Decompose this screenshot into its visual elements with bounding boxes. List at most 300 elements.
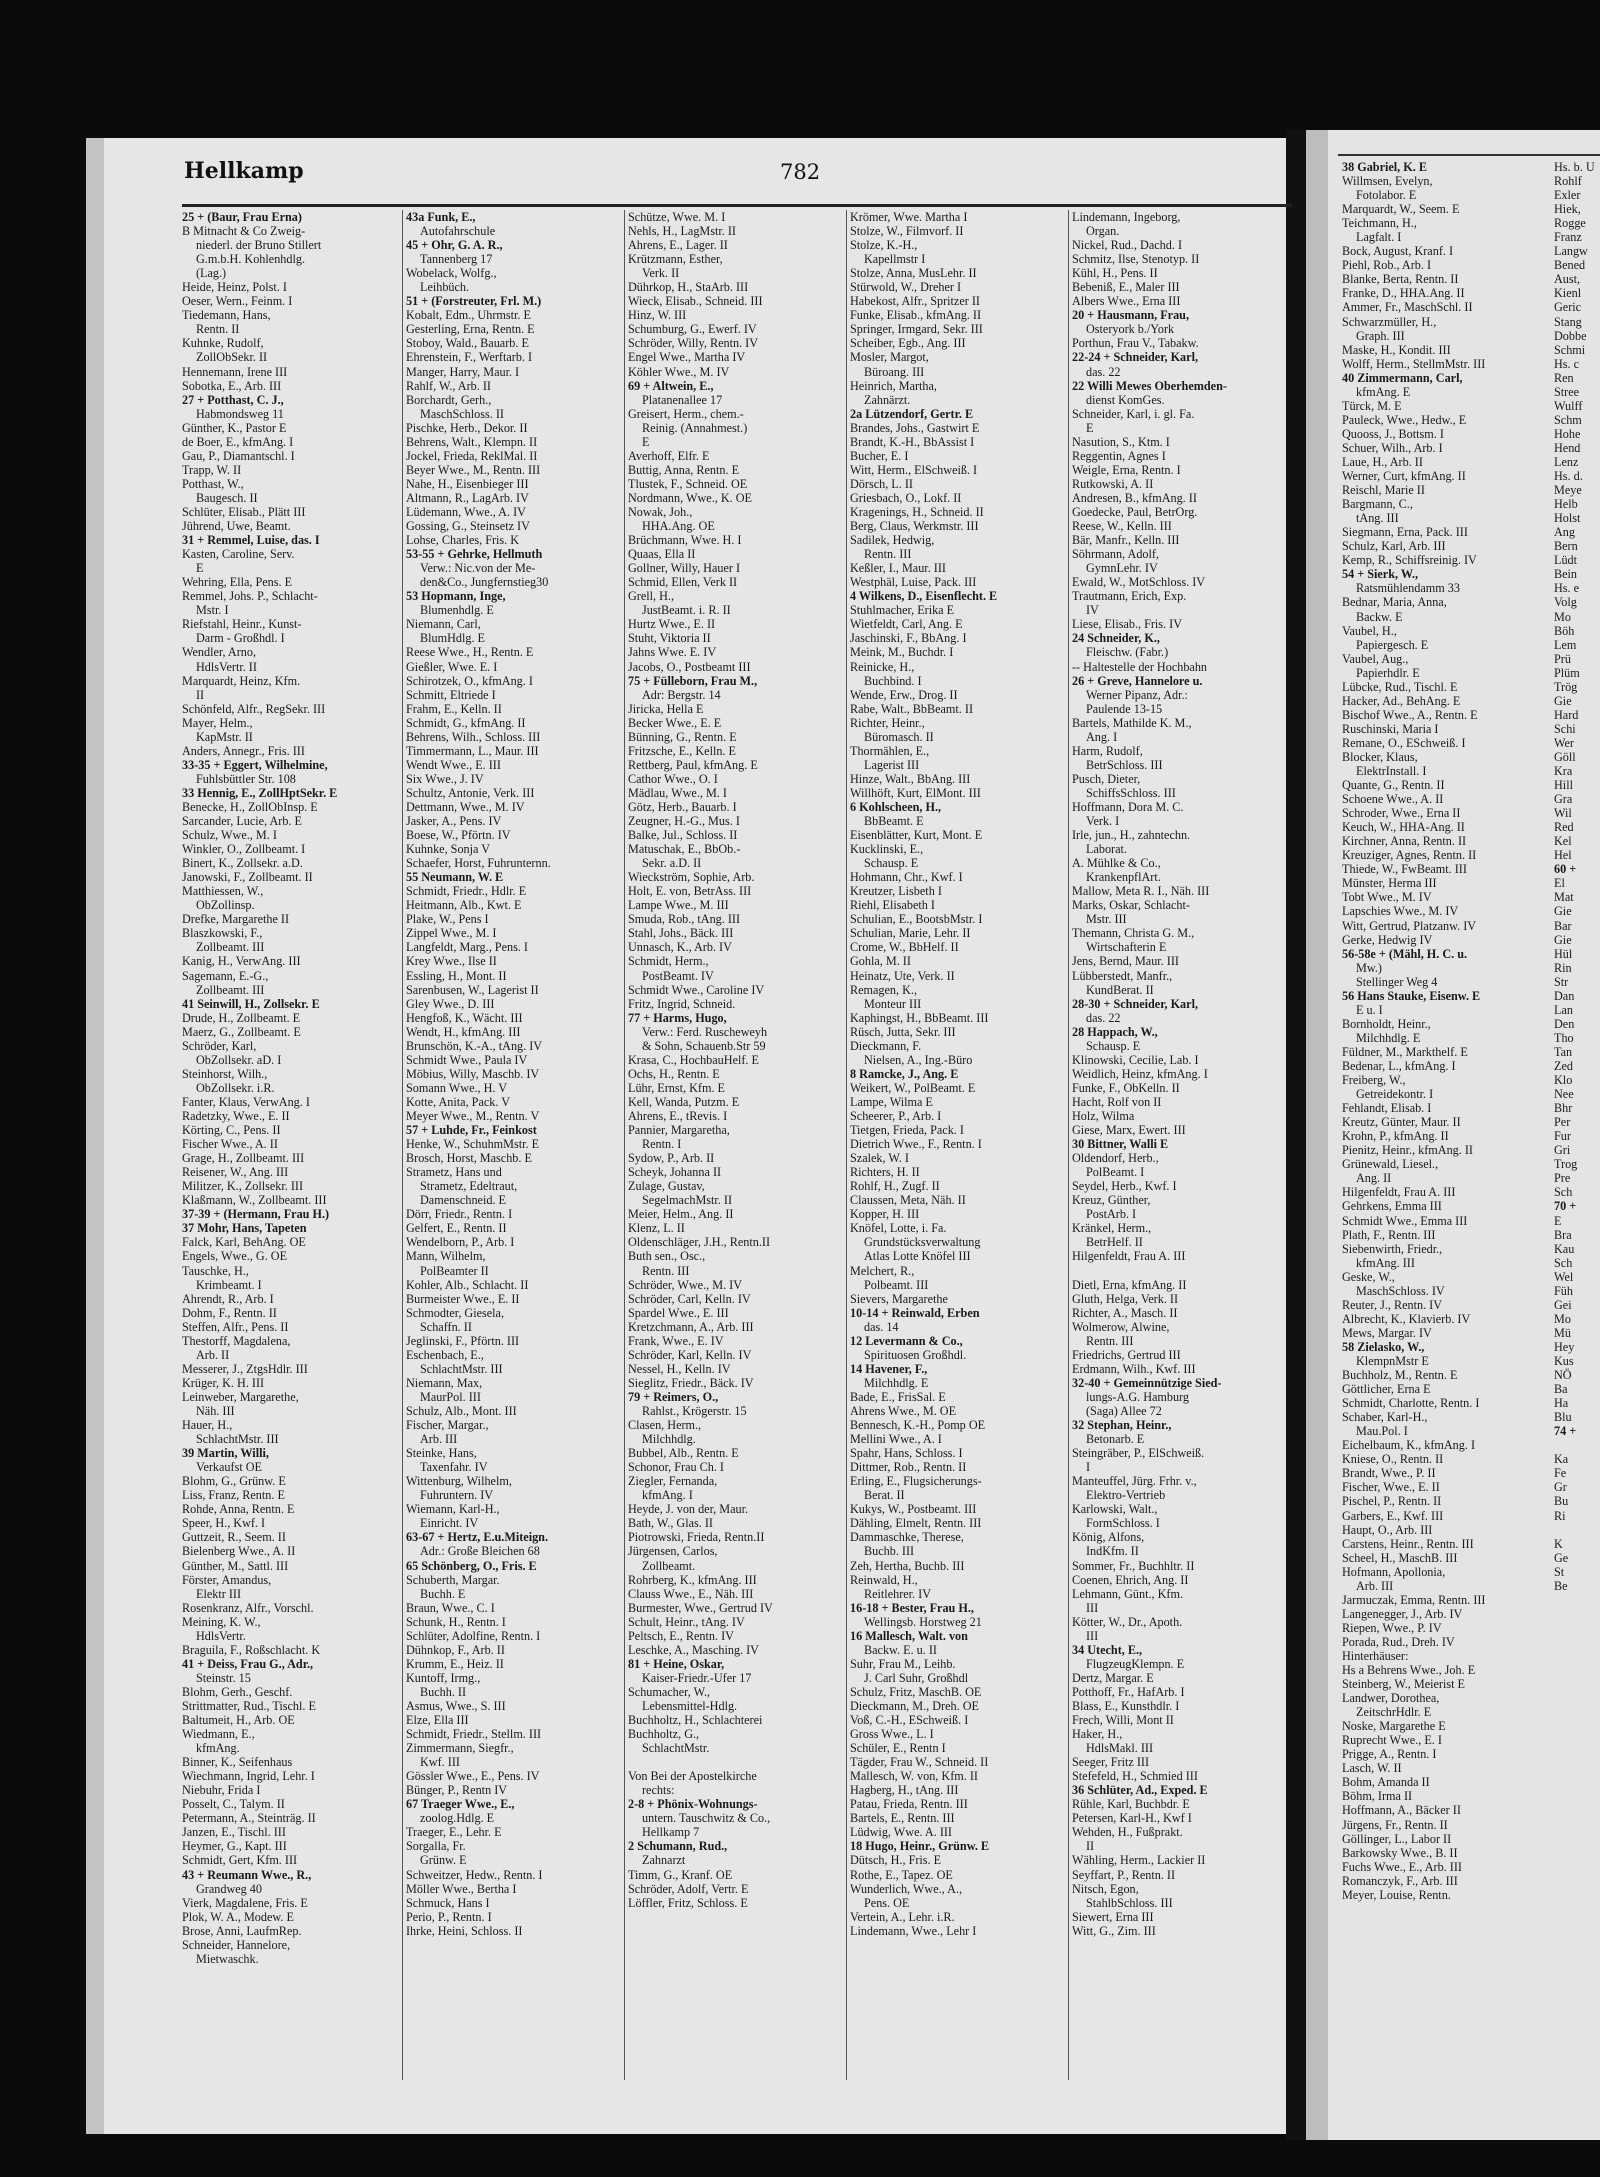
directory-entry: Fischer, Wwe., E. II — [1342, 1480, 1440, 1495]
directory-entry: Tlustek, F., Schneid. OE — [628, 476, 748, 491]
directory-entry: 32-40 + Gemeinnützige Sied- — [1072, 1375, 1222, 1390]
directory-entry: Ziegler, Fernanda, — [628, 1474, 718, 1489]
directory-entry: Mellini Wwe., A. I — [850, 1432, 942, 1447]
directory-entry: Paulende 13-15 — [1086, 701, 1163, 716]
directory-entry: Kanig, H., VerwAng. III — [182, 954, 301, 969]
directory-entry: Schaefer, Horst, Fuhrunternn. — [406, 856, 551, 871]
directory-entry: Bartels, E., Rentn. III — [850, 1811, 955, 1826]
directory-entry: Kaiser-Friedr.-Ufer 17 — [642, 1670, 752, 1685]
directory-entry: Schoene Wwe., A. II — [1342, 792, 1444, 807]
directory-entry: Schmidt Wwe., Caroline IV — [628, 982, 765, 997]
directory-entry: Heide, Heinz, Polst. I — [182, 280, 287, 295]
directory-entry: Krüger, K. H. III — [182, 1375, 265, 1390]
directory-entry: Beyer Wwe., M., Rentn. III — [406, 462, 541, 477]
directory-entry: Liese, Elisab., Fris. IV — [1072, 617, 1183, 632]
directory-entry: Blohm, G., Grünw. E — [182, 1474, 286, 1489]
directory-entry: kfmAng. III — [1356, 1255, 1415, 1270]
directory-entry: PostArb. I — [1086, 1207, 1137, 1222]
directory-entry: Riehl, Elisabeth I — [850, 898, 935, 913]
directory-entry: Wähling, Herm., Lackier II — [1072, 1853, 1206, 1868]
directory-entry: Schaber, Karl-H., — [1342, 1410, 1428, 1425]
directory-entry: Potthoff, Fr., HafArb. I — [1072, 1684, 1185, 1699]
directory-entry: Fritz, Ingrid, Schneid. — [628, 996, 736, 1011]
directory-entry: 67 Traeger Wwe., E., — [406, 1797, 515, 1812]
directory-entry: Ratsmühlendamm 33 — [1356, 581, 1460, 596]
directory-entry: Stree — [1554, 384, 1580, 399]
directory-entry: Richter, Heinr., — [850, 715, 925, 730]
directory-entry: Burmeister Wwe., E. II — [406, 1291, 520, 1306]
directory-entry: Balke, Jul., Schloss. II — [628, 828, 738, 843]
directory-entry: Mosler, Margot, — [850, 350, 929, 365]
directory-entry: Kreutz, Günter, Maur. II — [1342, 1115, 1461, 1130]
directory-entry: Seydel, Herb., Kwf. I — [1072, 1179, 1177, 1194]
directory-entry: Rahlf, W., Arb. II — [406, 378, 491, 393]
directory-entry: Brüchmann, Wwe. H. I — [628, 533, 742, 548]
directory-entry: Porthun, Frau V., Tabakw. — [1072, 336, 1199, 351]
directory-entry: Habekost, Alfr., Spritzer II — [850, 294, 980, 309]
directory-entry: Pusch, Dieter, — [1072, 771, 1141, 786]
directory-entry: tAng. III — [1356, 511, 1399, 526]
column-divider — [1068, 210, 1069, 2080]
directory-entry: Landwer, Dorothea, — [1342, 1691, 1440, 1706]
directory-entry: Stuhlmacher, Erika E — [850, 603, 955, 618]
directory-entry: Habmondsweg 11 — [196, 406, 284, 421]
directory-entry: 12 Levermann & Co., — [850, 1333, 963, 1348]
directory-entry: Tobt Wwe., M. IV — [1342, 890, 1432, 905]
directory-entry: Hard — [1554, 707, 1579, 722]
directory-entry: Scheiber, Egb., Ang. III — [850, 336, 966, 351]
directory-entry: Janowski, F., Zollbeamt. II — [182, 870, 313, 885]
directory-entry: Günther, K., Pastor E — [182, 420, 287, 435]
directory-entry: Wellingsb. Horstweg 21 — [864, 1614, 982, 1629]
directory-entry: Marks, Oskar, Schlacht- — [1072, 898, 1190, 913]
directory-entry: 70 + — [1554, 1199, 1577, 1214]
directory-entry: Funke, F., ObKelln. II — [1072, 1080, 1180, 1095]
directory-entry: Leinweber, Margarethe, — [182, 1389, 299, 1404]
directory-entry: Osteryork b./York — [1086, 322, 1175, 337]
directory-entry: Gei — [1554, 1297, 1572, 1312]
directory-entry: J. Carl Suhr, Großhdl — [864, 1670, 969, 1685]
directory-entry: Stolze, K.-H., — [850, 238, 918, 253]
directory-entry: Löffler, Fritz, Schloss. E — [628, 1895, 748, 1910]
directory-entry: Rutkowski, A. II — [1072, 476, 1154, 491]
directory-entry: Rohde, Anna, Rentn. E — [182, 1502, 295, 1517]
directory-entry: Lehmann, Günt., Kfm. — [1072, 1586, 1184, 1601]
directory-entry: Frank, Wwe., E. IV — [628, 1333, 724, 1348]
directory-entry: Ruschinski, Maria I — [1342, 721, 1439, 736]
directory-entry: Fuhruntern. IV — [420, 1488, 494, 1503]
directory-entry: Dan — [1554, 988, 1575, 1003]
directory-entry: Behrens, Walt., Klempn. II — [406, 434, 538, 449]
directory-entry: Scheyk, Johanna II — [628, 1165, 722, 1180]
directory-entry: Fanter, Klaus, VerwAng. I — [182, 1094, 310, 1109]
directory-entry: Rentn. I — [642, 1137, 682, 1152]
directory-entry: Milchhdlg. E — [1356, 1030, 1421, 1045]
directory-entry: Platanenallee 17 — [642, 392, 723, 407]
directory-entry: Kränkel, Herm., — [1072, 1221, 1152, 1236]
directory-entry: Springer, Irmgard, Sekr. III — [850, 322, 983, 337]
directory-entry: kfmAng. E — [1356, 384, 1411, 399]
directory-entry: Niemann, Max, — [406, 1375, 483, 1390]
directory-entry: Binert, K., Zollsekr. a.D. — [182, 856, 303, 871]
directory-entry: Marquardt, W., Seem. E — [1342, 202, 1460, 217]
directory-entry: Grundstücksverwaltung — [864, 1235, 981, 1250]
directory-entry: Sch — [1554, 1255, 1573, 1270]
directory-entry: Speer, H., Kwf. I — [182, 1516, 266, 1531]
directory-entry: Braun, Wwe., C. I — [406, 1600, 495, 1615]
directory-entry: 53-55 + Gehrke, Hellmuth — [406, 547, 543, 562]
directory-entry: 31 + Remmel, Luise, das. I — [182, 533, 320, 548]
directory-entry: Ammer, Fr., MaschSchl. II — [1342, 300, 1473, 315]
directory-entry: Quooss, J., Bottsm. I — [1342, 426, 1444, 441]
directory-entry: Lübberstedt, Manfr., — [1072, 968, 1173, 983]
directory-entry: Witt, Gertrud, Platzanw. IV — [1342, 918, 1477, 933]
directory-entry: Bargmann, C., — [1342, 497, 1413, 512]
directory-entry: Plake, W., Pens I — [406, 912, 489, 927]
directory-entry: Franz — [1554, 230, 1582, 245]
directory-entry: Hohe — [1554, 426, 1581, 441]
directory-entry: Kel — [1554, 834, 1572, 849]
directory-entry: II — [196, 687, 205, 702]
directory-entry: Schmidt Wwe., Paula IV — [406, 1052, 528, 1067]
directory-entry: Hend — [1554, 440, 1581, 455]
directory-entry: Zulage, Gustav, — [628, 1179, 705, 1194]
directory-entry: 53 Hopmann, Inge, — [406, 589, 506, 604]
directory-entry: Mo — [1554, 1311, 1571, 1326]
directory-entry: Schultz, Antonie, Verk. III — [406, 785, 535, 800]
directory-entry: Ang. I — [1086, 729, 1118, 744]
directory-entry: dienst KomGes. — [1086, 392, 1165, 407]
directory-entry: untern. Tauschwitz & Co., — [642, 1811, 771, 1826]
directory-entry: Wendelborn, P., Arb. I — [406, 1235, 515, 1250]
directory-entry: Dertz, Margar. E — [1072, 1670, 1154, 1685]
directory-entry: Pre — [1554, 1171, 1571, 1186]
directory-entry: Gelfert, E., Rentn. II — [406, 1221, 507, 1236]
directory-entry: Schmidt, Herm., — [628, 954, 709, 969]
directory-entry: Söhrmann, Adolf, — [1072, 547, 1160, 562]
directory-entry: Schönfeld, Alfr., RegSekr. III — [182, 701, 326, 716]
directory-entry: Wehring, Ella, Pens. E — [182, 575, 293, 590]
directory-entry: Verk. II — [642, 266, 680, 281]
directory-entry: Carstens, Heinr., Rentn. III — [1342, 1536, 1474, 1551]
directory-entry: Mau.Pol. I — [1356, 1424, 1408, 1439]
directory-entry: Erling, E., Flugsicherungs- — [850, 1474, 982, 1489]
directory-entry: & Sohn, Schauenb.Str 59 — [642, 1038, 766, 1053]
directory-entry: Schuer, Wilh., Arb. I — [1342, 440, 1443, 455]
directory-entry: Fischer Wwe., A. II — [182, 1137, 278, 1152]
directory-entry: Kukys, W., Postbeamt. III — [850, 1502, 977, 1517]
directory-entry: Mat — [1554, 890, 1574, 905]
directory-entry: Buchbind. I — [864, 673, 922, 688]
directory-entry: Kobalt, Edm., Uhrmstr. E — [406, 308, 531, 323]
directory-entry: Plath, F., Rentn. III — [1342, 1227, 1436, 1242]
directory-entry: Bu — [1554, 1494, 1569, 1509]
directory-entry: Siebenwirth, Friedr., — [1342, 1241, 1443, 1256]
directory-entry: Matuschak, E., BbOb.- — [628, 842, 741, 857]
directory-entry: Schmodter, Giesela, — [406, 1305, 504, 1320]
directory-entry: Damenschneid. E — [420, 1193, 506, 1208]
directory-entry: Werner Pipanz, Adr.: — [1086, 687, 1188, 702]
directory-entry: Riepen, Wwe., P. IV — [1342, 1620, 1442, 1635]
directory-entry: Heitmann, Alb., Kwt. E — [406, 898, 522, 913]
directory-entry: Baltumeit, H., Arb. OE — [182, 1713, 295, 1728]
directory-entry: Maerz, G., Zollbeamt. E — [182, 1024, 301, 1039]
directory-entry: Fehlandt, Elisab. I — [1342, 1101, 1432, 1116]
directory-entry: Aust, — [1554, 272, 1581, 287]
directory-entry: Zahnärzt. — [864, 392, 911, 407]
directory-entry: Trautmann, Erich, Exp. — [1072, 589, 1187, 604]
directory-entry: Bennesch, K.-H., Pomp OE — [850, 1418, 986, 1433]
directory-entry: 6 Kohlscheen, H., — [850, 799, 942, 814]
directory-entry: Meyer Wwe., M., Rentn. V — [406, 1109, 540, 1123]
directory-entry: Sekr. a.D. II — [642, 856, 702, 871]
directory-entry: 33-35 + Eggert, Wilhelmine, — [182, 757, 328, 772]
directory-entry: Lühr, Ernst, Kfm. E — [628, 1080, 725, 1095]
directory-entry: MaurPol. III — [420, 1389, 481, 1404]
directory-entry: Gesterling, Erna, Rentn. E — [406, 322, 535, 337]
directory-entry: Meyer, Louise, Rentn. — [1342, 1887, 1451, 1902]
directory-entry: Füh — [1554, 1283, 1573, 1298]
directory-entry: Dettmann, Wwe., M. IV — [406, 799, 525, 814]
directory-entry: Hengfoß, K., Wächt. III — [406, 1010, 523, 1025]
directory-entry: Buchholz, M., Rentn. E — [1342, 1368, 1458, 1383]
directory-entry: Sydow, P., Arb. II — [628, 1151, 715, 1166]
directory-entry: Brandes, Johs., Gastwirt E — [850, 420, 980, 435]
directory-entry: Geric — [1554, 300, 1582, 315]
header-rule — [182, 204, 1292, 207]
directory-entry: Reinwald, H., — [850, 1572, 918, 1587]
directory-entry: Jacobs, O., Postbeamt III — [628, 659, 751, 674]
directory-entry: Stahl, Johs., Bäck. III — [628, 926, 734, 941]
directory-entry: Schm — [1554, 412, 1582, 427]
directory-entry: Werner, Curt, kfmAng. II — [1342, 469, 1466, 484]
directory-entry: Göllinger, L., Labor II — [1342, 1831, 1452, 1846]
directory-entry: Spardel Wwe., E. III — [628, 1305, 729, 1320]
directory-entry: IndKfm. II — [1086, 1544, 1139, 1559]
directory-entry: Leschke, A., Masching. IV — [628, 1642, 759, 1657]
directory-entry: Irle, jun., H., zahntechn. — [1072, 828, 1191, 843]
directory-entry: Averhoff, Elfr. E — [628, 448, 710, 463]
directory-entry: Witt, Herm., ElSchweiß. I — [850, 462, 978, 477]
directory-entry: Bedenar, L., kfmAng. I — [1342, 1059, 1456, 1073]
directory-entry: Sobotka, E., Arb. III — [182, 378, 282, 393]
directory-entry — [1554, 1523, 1600, 1537]
directory-entry: Verw.: Nic.von der Me- — [420, 561, 536, 576]
directory-entry: 2-8 + Phönix-Wohnungs- — [628, 1797, 758, 1812]
directory-entry: Prü — [1554, 651, 1571, 666]
directory-entry: Strametz, Edeltraut, — [420, 1179, 518, 1194]
directory-entry: Ri — [1554, 1508, 1566, 1523]
directory-entry: Braguila, F., Roßschlacht. K — [182, 1642, 321, 1657]
directory-entry: Lenz — [1554, 454, 1579, 469]
directory-entry: Meye — [1554, 483, 1582, 498]
directory-entry: Hinz, W. III — [628, 308, 687, 323]
directory-entry: Eichelbaum, K., kfmAng. I — [1342, 1438, 1476, 1453]
directory-entry: Dütsch, H., Fris. E — [850, 1853, 942, 1868]
directory-entry: Zeh, Hertha, Buchb. III — [850, 1558, 965, 1573]
directory-entry: Grünewald, Liesel., — [1342, 1157, 1439, 1172]
directory-entry: Str — [1554, 974, 1569, 989]
directory-entry: Trog — [1554, 1157, 1578, 1172]
directory-entry: Nickel, Rud., Dachd. I — [1072, 238, 1182, 253]
directory-entry: Witt, G., Zim. III — [1072, 1923, 1156, 1938]
directory-entry: 40 Zimmermann, Carl, — [1342, 370, 1463, 385]
directory-entry: Peltsch, E., Rentn. IV — [628, 1628, 734, 1643]
directory-entry: Sarcander, Lucie, Arb. E — [182, 814, 302, 829]
directory-entry: SchlachtMstr. III — [420, 1361, 503, 1376]
column-divider — [624, 210, 625, 2080]
directory-entry: 2 Schumann, Rud., — [628, 1839, 728, 1854]
header-rule — [1338, 154, 1600, 156]
directory-entry: Ewald, W., MotSchloss. IV — [1072, 575, 1206, 590]
directory-entry: Schröder, Karl, — [182, 1038, 257, 1053]
directory-entry: Dittmer, Rob., Rentn. II — [850, 1460, 967, 1475]
directory-entry: Ren — [1554, 370, 1574, 385]
directory-entry: Grage, H., Zollbeamt. III — [182, 1151, 305, 1166]
directory-entry: Bar — [1554, 918, 1572, 933]
directory-entry: Plok, W. A., Modew. E — [182, 1909, 294, 1924]
directory-entry: Trapp, W. II — [182, 462, 242, 477]
directory-entry: ObZollsekr. aD. I — [196, 1052, 282, 1067]
directory-entry: Förster, Amandus, — [182, 1572, 272, 1587]
directory-entry: Mallesch, W. von, Kfm. II — [850, 1769, 978, 1784]
directory-entry: Schneider, Hannelore, — [182, 1937, 291, 1952]
directory-entry: Meining, K. W., — [182, 1614, 261, 1629]
directory-entry: Timm, G., Kranf. OE — [628, 1867, 733, 1882]
directory-entry: 56 Hans Stauke, Eisenw. E — [1342, 988, 1481, 1003]
directory-entry: Schweitzer, Hedw., Rentn. I — [406, 1867, 543, 1882]
directory-entry: Holz, Wilma — [1072, 1109, 1135, 1123]
directory-entry: Kucklinski, E., — [850, 842, 924, 857]
directory-entry: Jarmuczak, Emma, Rentn. III — [1342, 1592, 1486, 1607]
directory-entry: 30 Bittner, Walli E — [1072, 1137, 1169, 1152]
directory-entry: Zeugner, H.-G., Mus. I — [628, 814, 740, 829]
directory-entry: Nielsen, A., Ing.-Büro — [864, 1052, 973, 1067]
directory-entry: Zimmermann, Siegfr., — [406, 1741, 514, 1756]
directory-columns — [182, 210, 1292, 2110]
directory-entry: Arb. III — [420, 1432, 458, 1447]
directory-entry: Red — [1554, 820, 1574, 835]
directory-entry: 32 Stephan, Heinr., — [1072, 1418, 1172, 1433]
directory-entry: Piotrowski, Frieda, Rentn.II — [628, 1530, 765, 1545]
directory-entry: Wunderlich, Wwe., A., — [850, 1881, 962, 1896]
directory-entry: Göttlicher, Erna E — [1342, 1382, 1431, 1397]
directory-entry: Seyffart, P., Rentn. II — [1072, 1867, 1176, 1882]
directory-entry: Wittenburg, Wilhelm, — [406, 1474, 512, 1489]
directory-entry: Kell, Wanda, Putzm. E — [628, 1094, 740, 1109]
directory-entry: Gießler, Wwe. E. I — [406, 659, 498, 674]
directory-entry: BetrHelf. II — [1086, 1235, 1143, 1250]
directory-entry: Schaffn. II — [420, 1319, 472, 1334]
directory-entry: Nee — [1554, 1087, 1574, 1102]
directory-entry: Bock, August, Kranf. I — [1342, 244, 1454, 259]
directory-entry: Krömer, Wwe. Martha I — [850, 210, 968, 224]
directory-entry: Frahm, E., Kelln. II — [406, 701, 502, 716]
directory-entry: Buchholtz, G., — [628, 1727, 700, 1742]
directory-entry: Wiechmann, Ingrid, Lehr. I — [182, 1769, 315, 1784]
directory-entry: Remane, O., ESchweiß. I — [1342, 735, 1466, 750]
directory-entry: Pens. OE — [864, 1895, 910, 1910]
directory-entry: Messerer, J., ZtgsHdlr. III — [182, 1361, 308, 1376]
directory-entry: Den — [1554, 1016, 1575, 1031]
directory-entry: 33 Hennig, E., ZollHptSekr. E — [182, 785, 338, 800]
directory-entry: Karlowski, Walt., — [1072, 1502, 1158, 1517]
directory-entry: ObZollinsp. — [196, 898, 255, 913]
directory-entry: Geske, W., — [1342, 1269, 1395, 1284]
directory-entry: Strittmatter, Rud., Tischl. E — [182, 1698, 316, 1713]
directory-entry: Stoboy, Wald., Bauarb. E — [406, 336, 529, 351]
directory-entry: Potthast, W., — [182, 476, 244, 491]
directory-entry: Fleischw. (Fabr.) — [1086, 645, 1169, 660]
directory-entry: Reese Wwe., H., Rentn. E — [406, 645, 534, 660]
directory-entry: Kirchner, Anna, Rentn. II — [1342, 834, 1467, 849]
directory-entry: 28-30 + Schneider, Karl, — [1072, 996, 1198, 1011]
directory-entry: 45 + Ohr, G. A. R., — [406, 238, 503, 253]
directory-entry: Reischl, Marie II — [1342, 483, 1425, 498]
directory-entry: Kaphingst, H., BbBeamt. III — [850, 1010, 989, 1025]
directory-entry: Boese, W., Pförtn. IV — [406, 828, 511, 843]
directory-entry: Dähling, Elmelt, Rentn. III — [850, 1516, 982, 1531]
directory-entry: Crome, W., BbHelf. II — [850, 940, 959, 955]
directory-entry: Papiergesch. E — [1356, 637, 1429, 652]
directory-entry: Reese, W., Kelln. III — [1072, 519, 1172, 534]
directory-entry: Weigle, Erna, Rentn. I — [1072, 462, 1181, 477]
directory-entry: Grell, H., — [628, 589, 675, 604]
directory-entry: Kreuziger, Agnes, Rentn. II — [1342, 848, 1477, 863]
directory-entry: Becker Wwe., E. E — [628, 715, 722, 730]
directory-entry: Rogge — [1554, 216, 1586, 231]
directory-entry: kfmAng. I — [642, 1488, 693, 1503]
directory-entry: Dührkop, H., StaArb. III — [628, 280, 749, 295]
directory-entry: Fe — [1554, 1466, 1567, 1481]
directory-entry: das. 22 — [1086, 1010, 1121, 1025]
directory-entry: Hurtz Wwe., E. II — [628, 617, 716, 632]
directory-entry: Mann, Wilhelm, — [406, 1249, 486, 1264]
directory-entry: Fur — [1554, 1129, 1571, 1144]
directory-entry: ElektrInstall. I — [1356, 764, 1427, 779]
directory-entry: 26 + Greve, Hannelore u. — [1072, 673, 1203, 688]
directory-entry: Reinig. (Annahmest.) — [642, 420, 748, 435]
page-header — [184, 158, 1194, 194]
directory-entry: Somann Wwe., H. V — [406, 1080, 508, 1095]
directory-entry: Hs. e — [1554, 581, 1580, 596]
directory-entry: Wende, Erw., Drog. II — [850, 687, 958, 702]
directory-entry: Klo — [1554, 1073, 1573, 1088]
directory-entry: niederl. der Bruno Stillert — [196, 238, 322, 253]
directory-entry: Schunk, H., Rentn. I — [406, 1614, 506, 1629]
directory-entry: Brunschön, K.-A., tAng. IV — [406, 1038, 543, 1053]
directory-entry: Guttzeit, R., Seem. II — [182, 1530, 286, 1545]
directory-entry: Hoffmann, A., Bäcker II — [1342, 1803, 1461, 1818]
directory-entry: Krumm, E., Heiz. II — [406, 1656, 504, 1671]
directory-entry: -- Haltestelle der Hochbahn — [1072, 659, 1208, 674]
directory-entry: Tho — [1554, 1030, 1574, 1045]
directory-entry: Six Wwe., J. IV — [406, 771, 484, 786]
directory-entry: Lüdwig, Wwe. A. III — [850, 1825, 952, 1840]
directory-entry: Verk. I — [1086, 814, 1120, 829]
directory-entry: Fuchs Wwe., E., Arb. III — [1342, 1859, 1462, 1874]
directory-entry: Sorgalla, Fr. — [406, 1839, 466, 1854]
directory-entry: Hilgenfeldt, Frau A. III — [1072, 1249, 1186, 1264]
directory-entry: Mstr. I — [196, 603, 229, 618]
directory-entry: Per — [1554, 1115, 1571, 1130]
directory-entry: Einricht. IV — [420, 1516, 479, 1531]
directory-entry: Kra — [1554, 764, 1573, 779]
directory-entry: Dietrich Wwe., F., Rentn. I — [850, 1137, 982, 1152]
directory-entry: G.m.b.H. Kohlenhdlg. — [196, 252, 306, 267]
directory-entry: Schmid, Ellen, Verk II — [628, 575, 738, 590]
directory-entry: Hill — [1554, 778, 1573, 793]
